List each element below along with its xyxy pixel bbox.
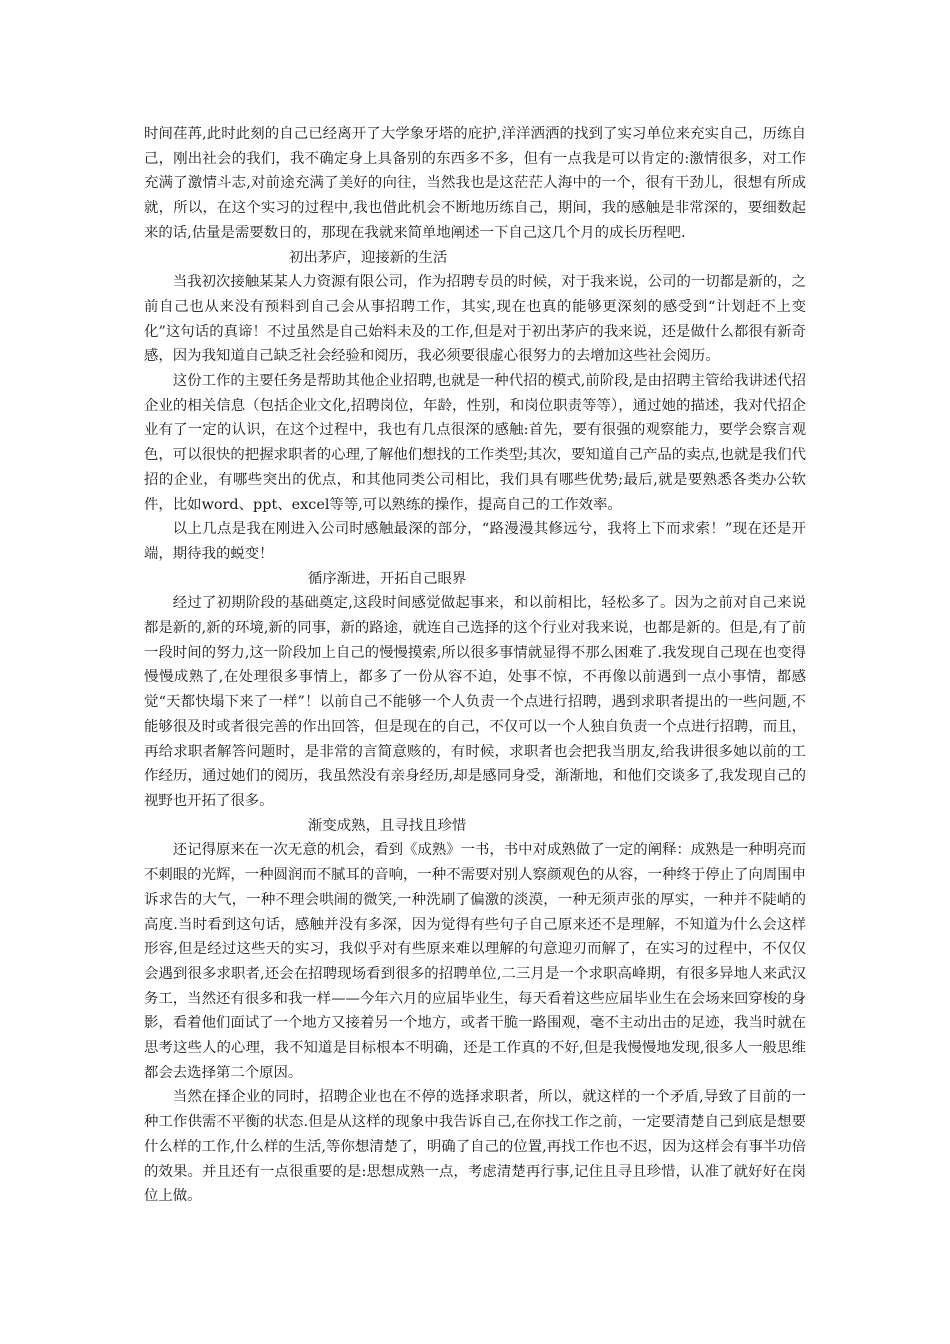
section-heading-2: 循序渐进，开拓自己眼界: [308, 570, 467, 587]
paragraph: 以上几点是我在刚进入公司时感触最深的部分，“路漫漫其修远兮，我将上下而求索！”现在还是开端，期待我的蜕变！: [144, 521, 806, 562]
paragraph: 这份工作的主要任务是帮助其他企业招聘,也就是一种代招的模式,前阶段,是由招聘主管给我讲述代招企业的相关信息（包括企业文化,招聘岗位，年龄，性别，和岗位职责等等），通过她的描述，我对代招企业有了一定的认识，在这个过程中，我也有几点很深的感触:首先，要有很强的观察能力，要学会察言观色，可以很快的把握求职者的心理,了解他们想找的工作类型;其次，要知道自己产品的卖点,也就是我们代招的企业，有哪些突出的优点，和其他同类公司相比，我们具有哪些优势;最后,就是要熟悉各类办公软件，比如word、ppt、excel等等,可以熟练的操作，提高自己的工作效率。: [144, 373, 806, 513]
section-heading-1: 初出茅庐，迎接新的生活: [289, 249, 448, 266]
paragraph: 还记得原来在一次无意的机会，看到《成熟》一书，书中对成熟做了一定的阐释：成熟是一种明亮而不刺眼的光辉，一种圆润而不腻耳的音响，一种不需要对别人察颜观色的从容，一种终于停止了向周围申诉求告的大气，一种不理会哄闹的微笑,一种洗刷了偏激的淡漠，一种无须声张的厚实，一种并不陡峭的高度.当时看到这句话，感触并没有多深，因为觉得有些句子自己原来还不是理解，不知道为什么会这样形容,但是经过这些天的实习，我似乎对有些原来难以理解的句意迎刃而解了，在实习的过程中，不仅仅会遇到很多求职者,还会在招聘现场看到很多的招聘单位,二三月是一个求职高峰期，有很多异地人来武汉务工，当然还有很多和我一样——今年六月的应届毕业生，每天看着这些应届毕业生在会场来回穿梭的身影，看着他们面试了一个地方又接着另一个地方，或者干脆一路围观，毫不主动出击的足迹，我当时就在思考这些人的心理，我不知道是目标根本不明确，还是工作真的不好,但是我慢慢地发现,很多人一般思维都会去选择第二个原因。: [144, 842, 806, 1081]
paragraph: 当我初次接触某某人力资源有限公司，作为招聘专员的时候，对于我来说，公司的一切都是新的，之前自己也从来没有预料到自己会从事招聘工作，其实,现在也真的能够更深刻的感受到“计划赶不上变化”这句话的真谛！不过虽然是自己始料未及的工作,但是对于初出茅庐的我来说，还是做什么都很有新奇感，因为我知道自己缺乏社会经验和阅历，我必须要很虚心很努力的去增加这些社会阅历。: [144, 274, 806, 365]
paragraph: 经过了初期阶段的基础奠定,这段时间感觉做起事来，和以前相比，轻松多了。因为之前对自己来说都是新的,新的环境,新的同事，新的路途，就连自己选择的这个行业对我来说，也都是新的。但是,有了前一段时间的努力,这一阶段加上自己的慢慢摸索,所以很多事情就显得不那么困难了.我发现自己现在也变得慢慢成熟了,在处理很多事情上，都多了一份从容不迫，处事不惊，不再像以前遇到一点小事情，都感觉“天都快塌下来了一样”！以前自己不能够一个人负责一个点进行招聘，遇到求职者提出的一些问题,不能够很及时或者很完善的作出回答，但是现在的自己，不仅可以一个人独自负责一个点进行招聘，而且，再给求职者解答问题时，是非常的言简意赅的，有时候，求职者也会把我当朋友,给我讲很多她以前的工作经历，通过她们的阅历，我虽然没有亲身经历,却是感同身受，渐渐地，和他们交谈多了,我发现自己的视野也开拓了很多。: [144, 595, 806, 809]
section-heading-3: 渐变成熟，且寻找且珍惜: [308, 817, 467, 834]
paragraph: 当然在择企业的同时，招聘企业也在不停的选择求职者，所以，就这样的一个矛盾,导致了目前的一种工作供需不平衡的状态.但是从这样的现象中我告诉自己,在你找工作之前，一定要清楚自己到底是想要什么样的工作,什么样的生活,等你想清楚了，明确了自己的位置,再找工作也不迟，因为这样会有事半功倍的效果。并且还有一点很重要的是:思想成熟一点，考虑清楚再行事,记住且寻且珍惜，认准了就好好在岗位上做。: [144, 1089, 806, 1205]
document-page: [144, 122, 806, 1209]
paragraph-intro: 时间荏苒,此时此刻的自己已经离开了大学象牙塔的庇护,洋洋洒洒的找到了实习单位来充实自己，历练自己，刚出社会的我们，我不确定身上具备别的东西多不多，但有一点我是可以肯定的:激情很多，对工作充满了激情斗志,对前途充满了美好的向往，当然我也是这茫茫人海中的一个，很有干劲儿，很想有所成就，所以，在这个实习的过程中,我也借此机会不断地历练自己，期间，我的感触是非常深的，要细数起来的话,估量是需要数日的，那现在我就来简单地阐述一下自己这几个月的成长历程吧.: [144, 126, 806, 241]
